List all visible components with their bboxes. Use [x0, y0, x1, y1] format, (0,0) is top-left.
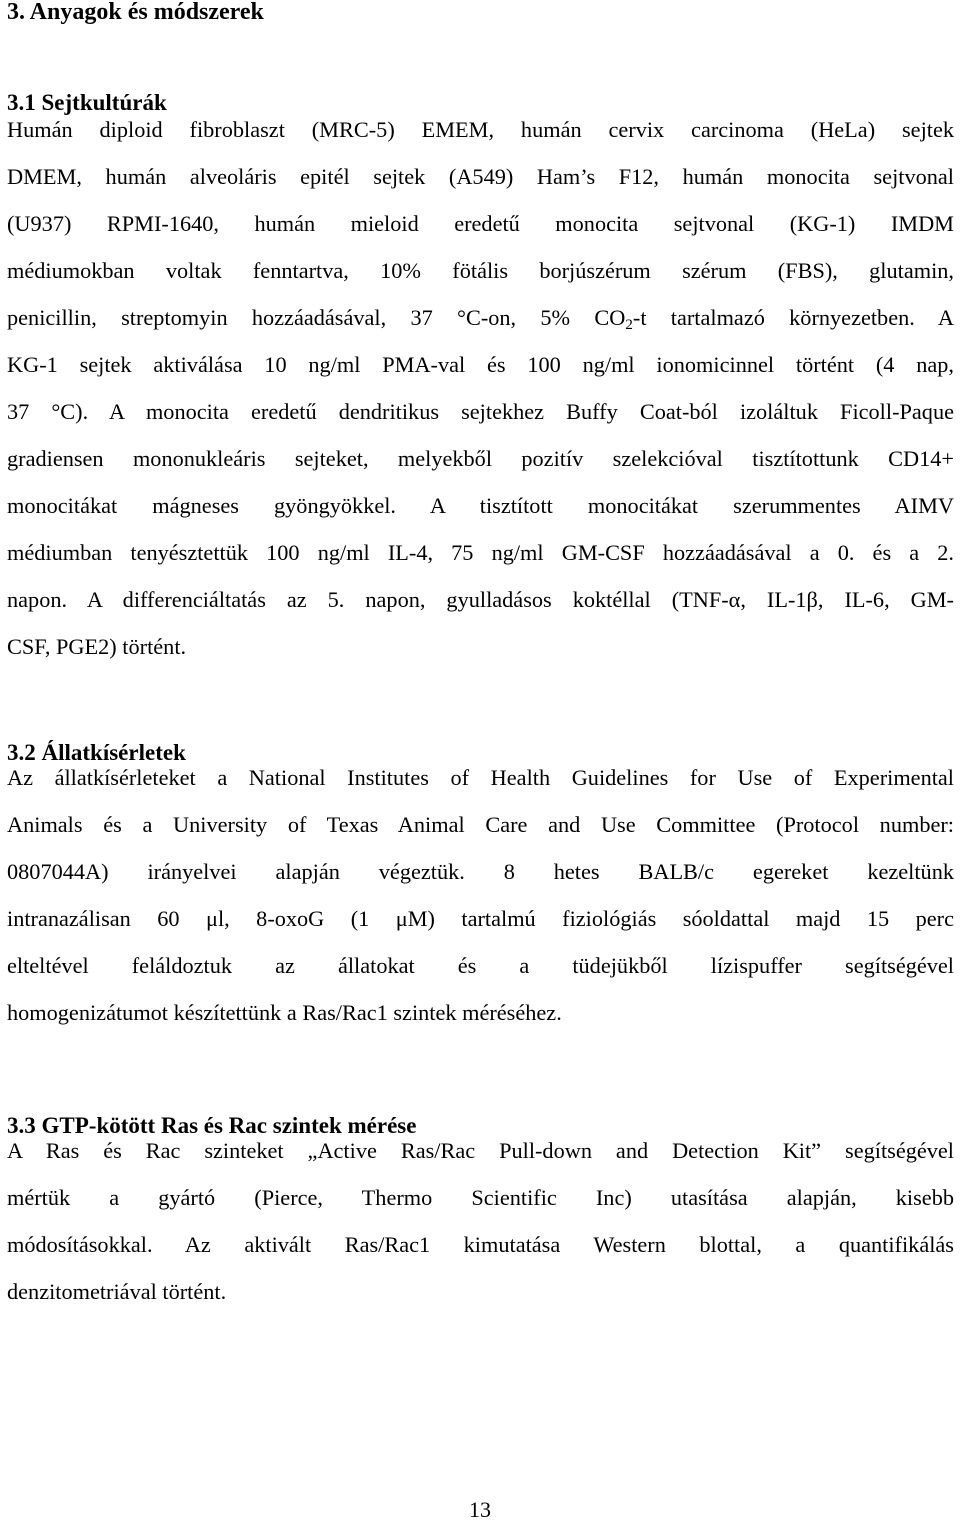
paragraph-line: (U937) RPMI-1640, humán mieloid eredetű monocita sejtvonal (KG-1) IMDM — [7, 211, 954, 236]
paragraph-line: 0807044A) irányelvei alapján végeztük. 8 hetes BALB/c egereket kezeltünk — [7, 859, 954, 884]
paragraph-line: gradiensen mononukleáris sejteket, melyekből pozitív szelekcióval tisztítottunk CD14+ — [7, 446, 954, 471]
section-heading: 3.3 GTP-kötött Ras és Rac szintek mérése — [7, 1113, 417, 1138]
co2-text-after: -t tartalmazó környezetben. A — [632, 305, 954, 330]
section-paragraph — [7, 106, 954, 670]
paragraph-line: CSF, PGE2) történt. — [7, 634, 187, 659]
paragraph-line: monocitákat mágneses gyöngyökkel. A tisztított monocitákat szerummentes AIMV — [7, 493, 954, 518]
section-gtp-ras-rac — [7, 1111, 954, 1315]
section-heading: 3.2 Állatkísérletek — [7, 740, 186, 765]
co2-text-before: penicillin, streptomyin hozzáadásával, 37 °C-on, 5% CO — [7, 305, 626, 330]
section-cell-culture — [7, 88, 954, 670]
paragraph-line: mértük a gyártó (Pierce, Thermo Scientific Inc) utasítása alapján, kisebb — [7, 1185, 954, 1210]
paragraph-line — [7, 294, 954, 341]
section-heading: 3.1 Sejtkultúrák — [7, 90, 167, 115]
paragraph-line: intranazálisan 60 μl, 8-oxoG (1 μM) tartalmú fiziológiás sóoldattal majd 15 perc — [7, 906, 954, 931]
section-animal-experiments — [7, 738, 954, 1036]
paragraph-line: KG-1 sejtek aktiválása 10 ng/ml PMA-val és 100 ng/ml ionomicinnel történt (4 nap, — [7, 352, 954, 377]
section-paragraph — [7, 754, 954, 1036]
paragraph-line: napon. A differenciáltatás az 5. napon, gyulladásos koktéllal (TNF-α, IL-1β, IL-6, GM- — [7, 587, 954, 612]
page-number: 13 — [469, 1497, 491, 1522]
paragraph-line: módosításokkal. Az aktivált Ras/Rac1 kimutatása Western blottal, a quantifikálás — [7, 1232, 954, 1257]
paragraph-line: Animals és a University of Texas Animal Care and Use Committee (Protocol number: — [7, 812, 954, 837]
paragraph-line: homogenizátumot készítettünk a Ras/Rac1 szintek méréséhez. — [7, 1000, 562, 1025]
paragraph-line: A Ras és Rac szinteket „Active Ras/Rac Pull-down and Detection Kit” segítségével — [7, 1138, 954, 1163]
paragraph-line: denzitometriával történt. — [7, 1279, 227, 1304]
co2-subscript: 2 — [625, 317, 633, 333]
paragraph-line: elteltével feláldoztuk az állatokat és a tüdejükből lízispuffer segítségével — [7, 953, 954, 978]
paragraph-line: Humán diploid fibroblaszt (MRC-5) EMEM, humán cervix carcinoma (HeLa) sejtek — [7, 117, 954, 142]
paragraph-line: DMEM, humán alveoláris epitél sejtek (A549) Ham’s F12, humán monocita sejtvonal — [7, 164, 954, 189]
paragraph-line: médiumokban voltak fenntartva, 10% fötális borjúszérum szérum (FBS), glutamin, — [7, 258, 954, 283]
paragraph-line: Az állatkísérleteket a National Institutes of Health Guidelines for Use of Experimental — [7, 765, 954, 790]
paragraph-line: 37 °C). A monocita eredetű dendritikus sejtekhez Buffy Coat-ból izoláltuk Ficoll-Paque — [7, 399, 954, 424]
paragraph-line: médiumban tenyésztettük 100 ng/ml IL-4, 75 ng/ml GM-CSF hozzáadásával a 0. és a 2. — [7, 540, 954, 565]
chapter-title: 3. Anyagok és módszerek — [7, 0, 264, 25]
section-paragraph — [7, 1127, 954, 1315]
